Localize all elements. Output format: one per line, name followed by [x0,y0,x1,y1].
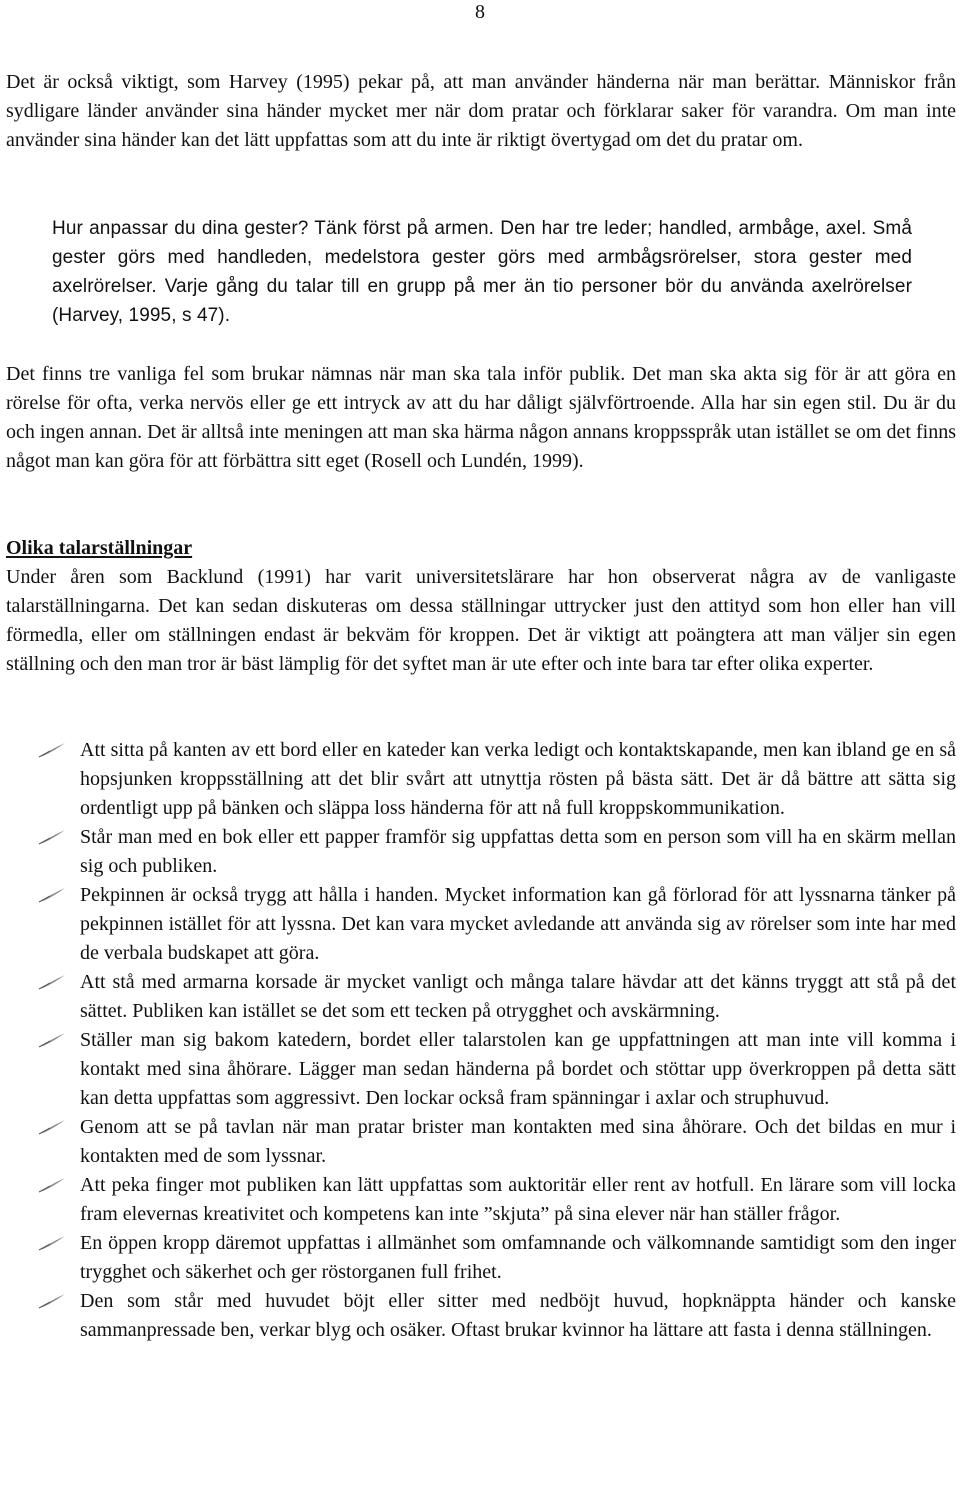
quill-pen-icon [38,974,66,990]
list-item-text: Ställer man sig bakom katedern, bordet eller talarstolen kan ge uppfattningen att man inte vill komma i kontakt med sina åhörare. Lägger man sedan händerna på bordet och stöttar upp överkroppen på detta sätt kan detta uppfattas som aggressivt. Den lockar också fram spänningar i axlar och struphuvud. [80,1029,956,1109]
quill-pen-icon [38,1293,66,1309]
list-item-text: Att stå med armarna korsade är mycket vanligt och många talare hävdar att det känns tryggt att stå på det sättet. Publiken kan istället se det som ett tecken på otrygghet och avskärmning. [80,971,956,1022]
list-item [0,1171,956,1229]
quill-pen-icon [38,1235,66,1251]
list-item [0,968,956,1026]
bullet-list [0,736,960,1345]
list-item [0,1229,956,1287]
quill-pen-icon [38,887,66,903]
quill-pen-icon [38,829,66,845]
section-heading: Olika talarställningar [6,537,193,559]
list-item [0,881,956,968]
list-item [0,1287,956,1345]
list-item [0,823,956,881]
list-item-text: Genom att se på tavlan när man pratar brister man kontakten med sina åhörare. Och det bildas en mur i kontakten med de som lyssnar. [80,1116,956,1167]
quill-pen-icon [38,742,66,758]
paragraph-common-mistakes: Det finns tre vanliga fel som brukar nämnas när man ska tala inför publik. Det man ska akta sig för är att göra en rörelse för ofta, verka nervös eller ge ett intryck av att du har dåligt självförtroende. Alla har sin egen stil. Du är du och ingen annan. Det är alltså inte meningen att man ska härma någon annans kroppsspråk utan istället se om det finns något man kan göra för att förbättra sitt eget (Rosell och Lundén, 1999). [6,363,956,472]
list-item [0,1113,956,1171]
quill-pen-icon [38,1119,66,1135]
list-item-text: Står man med en bok eller ett papper framför sig uppfattas detta som en person som vill ha en skärm mellan sig och publiken. [80,826,956,877]
list-item-text: Att sitta på kanten av ett bord eller en kateder kan verka ledigt och kontaktskapande, men kan ibland ge en så hopsjunken kroppsställning att det blir svårt att utnyttja rösten på bästa sätt. Det är då bättre att sätta sig ordentligt upp på bänken och släppa loss händerna för att nå full kroppskommunikation. [80,739,956,819]
list-item [0,736,956,823]
list-item-text: Pekpinnen är också trygg att hålla i handen. Mycket information kan gå förlorad för att lyssnarna tänker på pekpinnen istället för att lyssna. Det kan vara mycket avledande att använda sig av rörelser som inte har med de verbala budskapet att göra. [80,884,956,964]
paragraph-gestures: Hur anpassar du dina gester? Tänk först på armen. Den har tre leder; handled, armbåge, axel. Små gester görs med handleden, medelstora gester görs med armbågsrörelser, stora gester med axelrörelser. Varje gång du talar till en grupp på mer än tio personer bör du använda axelrörelser (Harvey, 1995, s 47). [52,218,912,326]
page-number: 8 [475,1,485,23]
list-item-text: Att peka finger mot publiken kan lätt uppfattas som auktoritär eller rent av hotfull. En lärare som vill locka fram elevernas kreativitet och kompetens kan inte ”skjuta” på sina elever när han ställer frågor. [80,1174,956,1225]
paragraph-speaker-positions: Under åren som Backlund (1991) har varit universitetslärare har hon observerat några av de vanligaste talarställningarna. Det kan sedan diskuteras om dessa ställningar uttrycker just den attityd som hon eller han vill förmedla, eller om ställningen endast är bekväm för kroppen. Det är viktigt att poängtera att man väljer sin egen ställning och den man tror är bäst lämplig för det syftet man är ute efter och inte bara tar efter olika experter. [6,566,956,675]
list-item [0,1026,956,1113]
list-item-text: En öppen kropp däremot uppfattas i allmänhet som omfamnande och välkomnande samtidigt som den inger trygghet och säkerhet och ger röstorganen full frihet. [80,1232,956,1283]
quill-pen-icon [38,1032,66,1048]
paragraph-hands: Det är också viktigt, som Harvey (1995) pekar på, att man använder händerna när man berättar. Människor från sydligare länder använder sina händer mycket mer när dom pratar och förklarar saker för varandra. Om man inte använder sina händer kan det lätt uppfattas som att du inte är riktigt övertygad om det du pratar om. [6,71,956,151]
list-item-text: Den som står med huvudet böjt eller sitter med nedböjt huvud, hopknäppta händer och kanske sammanpressade ben, verkar blyg och osäker. Oftast brukar kvinnor ha lättare att fasta i denna ställningen. [80,1290,956,1341]
quill-pen-icon [38,1177,66,1193]
